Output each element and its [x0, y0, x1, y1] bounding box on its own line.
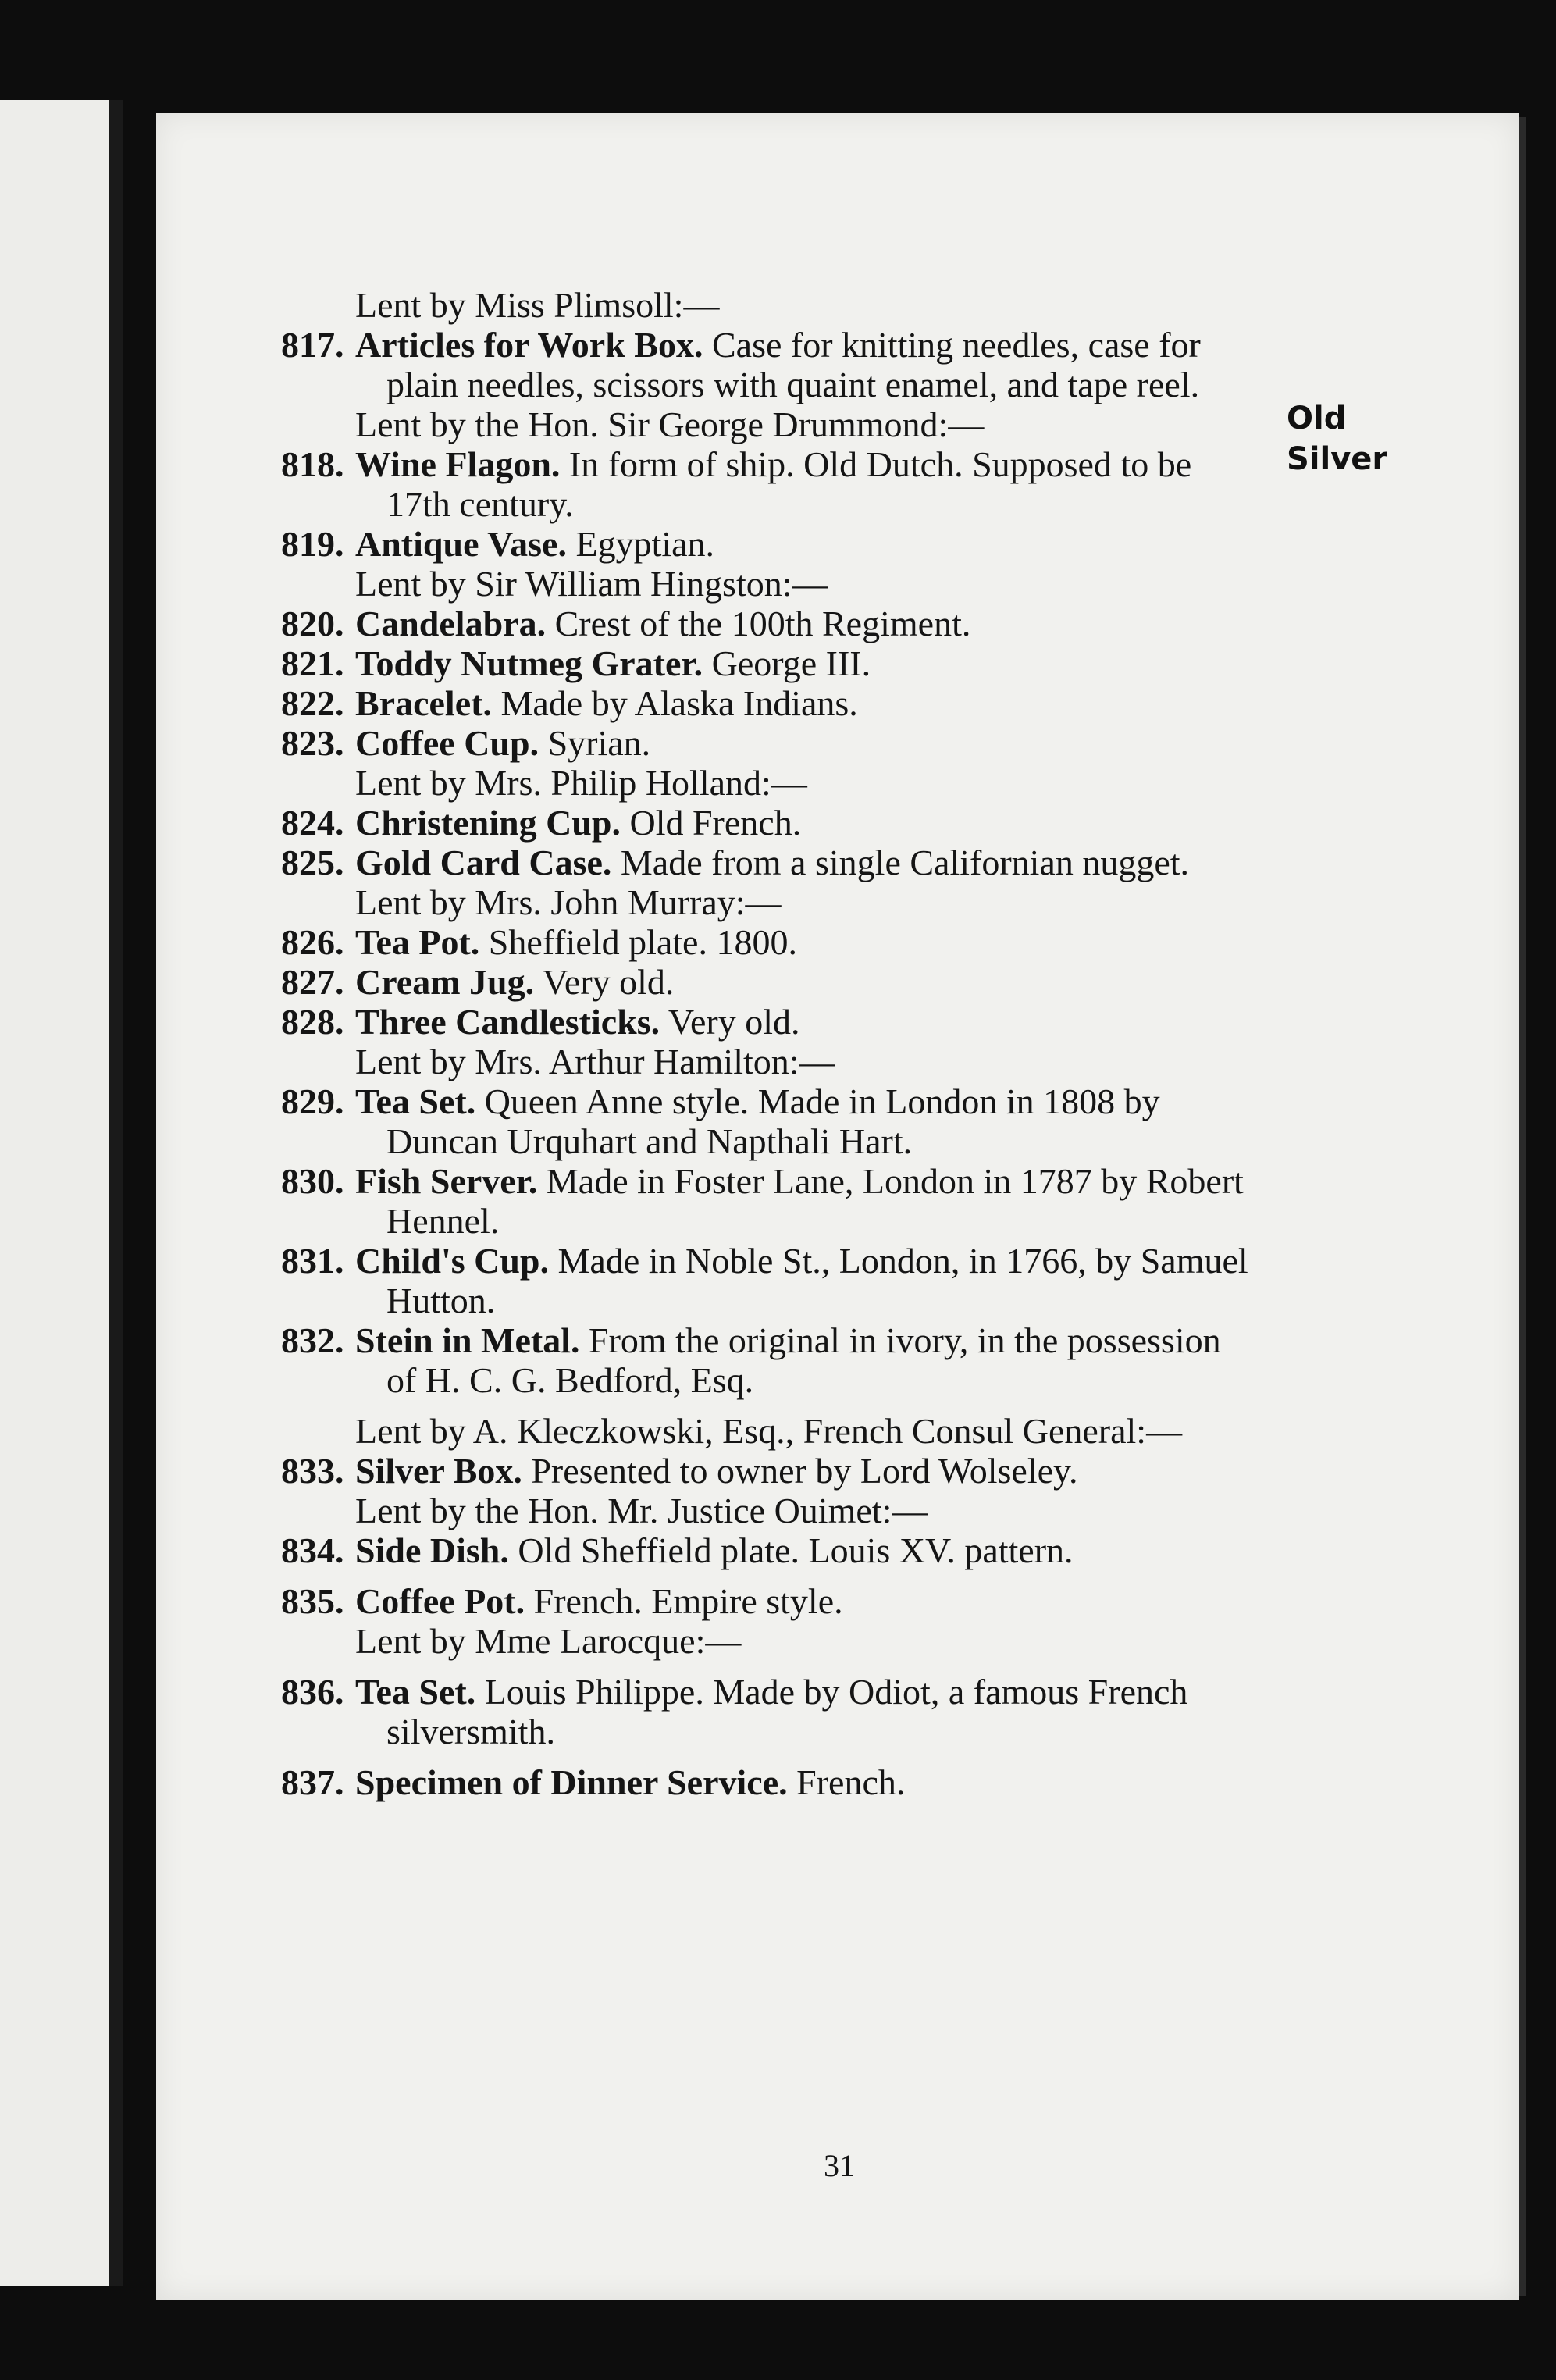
lender-line: Lent by the Hon. Sir George Drummond:—	[355, 404, 985, 444]
catalogue-entry	[281, 803, 1257, 843]
entry-body	[355, 444, 1257, 524]
entry-title: Tea Pot.	[355, 922, 480, 962]
catalogue-entry	[281, 1320, 1257, 1400]
margin-heading	[1287, 398, 1387, 479]
catalogue-entry	[281, 1241, 1257, 1320]
entry-body	[355, 1451, 1257, 1491]
catalogue-entry	[281, 1530, 1257, 1570]
entry-number: 837.	[281, 1762, 344, 1802]
entry-title: Tea Set.	[355, 1672, 476, 1712]
catalogue-entry	[281, 444, 1257, 524]
entry-title: Christening Cup.	[355, 803, 621, 843]
entry-number: 824.	[281, 803, 344, 843]
catalogue-entry	[281, 1581, 1257, 1621]
entry-title: Bracelet.	[355, 683, 492, 723]
entry-description: Crest of the 100th Regiment.	[554, 604, 971, 643]
entry-description: Syrian.	[547, 723, 651, 763]
entry-description: From the original in ivory, in the possession of H. C. G. Bedford, Esq.	[386, 1320, 1221, 1400]
entry-description: French.	[796, 1762, 906, 1802]
entry-body	[355, 962, 1257, 1002]
entry-description: Egyptian.	[575, 524, 715, 564]
entry-body	[355, 1161, 1257, 1241]
entry-body	[355, 1081, 1257, 1161]
lender-line: Lent by Sir William Hingston:—	[355, 564, 828, 604]
document-page	[156, 113, 1519, 2300]
catalogue-entry	[281, 922, 1257, 962]
entry-number: 818.	[281, 444, 344, 484]
catalogue-entry	[281, 1161, 1257, 1241]
entry-title: Three Candlesticks.	[355, 1002, 660, 1042]
entry-number: 836.	[281, 1672, 344, 1712]
catalogue-entry	[281, 1762, 1257, 1802]
entry-title: Wine Flagon.	[355, 444, 561, 484]
entry-number: 822.	[281, 683, 344, 723]
entry-number: 828.	[281, 1002, 344, 1042]
entry-title: Cream Jug.	[355, 962, 535, 1002]
entry-body	[355, 843, 1257, 882]
entry-number: 830.	[281, 1161, 344, 1201]
catalogue-entry	[281, 1081, 1257, 1161]
entry-number: 820.	[281, 604, 344, 643]
catalogue-entry	[281, 843, 1257, 882]
catalogue-entry	[281, 723, 1257, 763]
entry-description: Old Sheffield plate. Louis XV. pattern.	[518, 1530, 1074, 1570]
lender-line: Lent by Mrs. Philip Holland:—	[355, 763, 807, 803]
entry-number: 825.	[281, 843, 344, 882]
entry-title: Toddy Nutmeg Grater.	[355, 643, 703, 683]
entry-body	[355, 524, 1257, 564]
entry-title: Child's Cup.	[355, 1241, 550, 1281]
entry-title: Tea Set.	[355, 1081, 476, 1121]
entry-number: 835.	[281, 1581, 344, 1621]
lender-line: Lent by Miss Plimsoll:—	[355, 285, 720, 325]
entry-body	[355, 1672, 1257, 1751]
entry-title: Candelabra.	[355, 604, 547, 643]
entry-number: 827.	[281, 962, 344, 1002]
entry-description: Presented to owner by Lord Wolseley.	[531, 1451, 1078, 1491]
catalogue-entry	[281, 1002, 1257, 1042]
margin-heading-line-2: Silver	[1287, 441, 1388, 477]
lender-line: Lent by Mme Larocque:—	[355, 1621, 742, 1661]
entry-title: Stein in Metal.	[355, 1320, 580, 1360]
entry-description: Old French.	[629, 803, 802, 843]
entry-description: Louis Philippe. Made by Odiot, a famous French silversmith.	[386, 1672, 1188, 1751]
entry-body	[355, 1530, 1257, 1570]
entry-description: Made by Alaska Indians.	[500, 683, 858, 723]
lender-line: Lent by the Hon. Mr. Justice Ouimet:—	[355, 1491, 928, 1530]
entry-description: Sheffield plate. 1800.	[488, 922, 797, 962]
entry-number: 821.	[281, 643, 344, 683]
catalogue-entry	[281, 683, 1257, 723]
entry-body	[355, 922, 1257, 962]
margin-heading-line-1: Old	[1287, 401, 1347, 436]
lender-line: Lent by A. Kleczkowski, Esq., French Consul General:—	[355, 1411, 1183, 1451]
entry-number: 834.	[281, 1530, 344, 1570]
entry-number: 831.	[281, 1241, 344, 1281]
entry-number: 819.	[281, 524, 344, 564]
entry-description: In form of ship. Old Dutch. Supposed to be 17th century.	[386, 444, 1192, 524]
entry-title: Gold Card Case.	[355, 843, 612, 882]
entry-title: Articles for Work Box.	[355, 325, 703, 365]
entry-body	[355, 325, 1257, 404]
entry-body	[355, 604, 1257, 643]
entry-title: Coffee Cup.	[355, 723, 539, 763]
catalogue-entry	[281, 325, 1257, 404]
page-number: 31	[824, 2148, 855, 2183]
catalogue-entry	[281, 962, 1257, 1002]
entry-number: 826.	[281, 922, 344, 962]
entry-number: 833.	[281, 1451, 344, 1491]
entry-description: Queen Anne style. Made in London in 1808 by Duncan Urquhart and Napthali Hart.	[386, 1081, 1160, 1161]
entry-body	[355, 1762, 1257, 1802]
entry-body	[355, 643, 1257, 683]
catalogue-entry	[281, 604, 1257, 643]
entry-body	[355, 723, 1257, 763]
entry-title: Fish Server.	[355, 1161, 538, 1201]
entry-description: Case for knitting needles, case for plain needles, scissors with quaint enamel, and tape reel.	[386, 325, 1201, 404]
entry-body	[355, 1581, 1257, 1621]
entry-description: French. Empire style.	[533, 1581, 843, 1621]
entry-body	[355, 1320, 1257, 1400]
lender-line: Lent by Mrs. Arthur Hamilton:—	[355, 1042, 835, 1081]
entry-number: 832.	[281, 1320, 344, 1360]
lender-line: Lent by Mrs. John Murray:—	[355, 882, 782, 922]
entry-description: Very old.	[542, 962, 675, 1002]
page-edge-shadow	[1519, 117, 1526, 2296]
catalogue-list	[281, 285, 1257, 1802]
entry-title: Antique Vase.	[355, 524, 567, 564]
catalogue-entry	[281, 524, 1257, 564]
entry-title: Coffee Pot.	[355, 1581, 525, 1621]
entry-description: Very old.	[668, 1002, 800, 1042]
catalogue-entry	[281, 643, 1257, 683]
entry-title: Side Dish.	[355, 1530, 509, 1570]
entry-number: 817.	[281, 325, 344, 365]
entry-body	[355, 803, 1257, 843]
entry-title: Silver Box.	[355, 1451, 522, 1491]
catalogue-entry	[281, 1672, 1257, 1751]
entry-description: Made in Foster Lane, London in 1787 by Robert Hennel.	[386, 1161, 1244, 1241]
facing-page-edge	[0, 100, 123, 2286]
entry-body	[355, 683, 1257, 723]
catalogue-entry	[281, 1451, 1257, 1491]
entry-description: George III.	[711, 643, 871, 683]
entry-body	[355, 1241, 1257, 1320]
entry-number: 823.	[281, 723, 344, 763]
entry-number: 829.	[281, 1081, 344, 1121]
entry-description: Made in Noble St., London, in 1766, by Samuel Hutton.	[386, 1241, 1248, 1320]
entry-description: Made from a single Californian nugget.	[620, 843, 1190, 882]
entry-title: Specimen of Dinner Service.	[355, 1762, 788, 1802]
entry-body	[355, 1002, 1257, 1042]
